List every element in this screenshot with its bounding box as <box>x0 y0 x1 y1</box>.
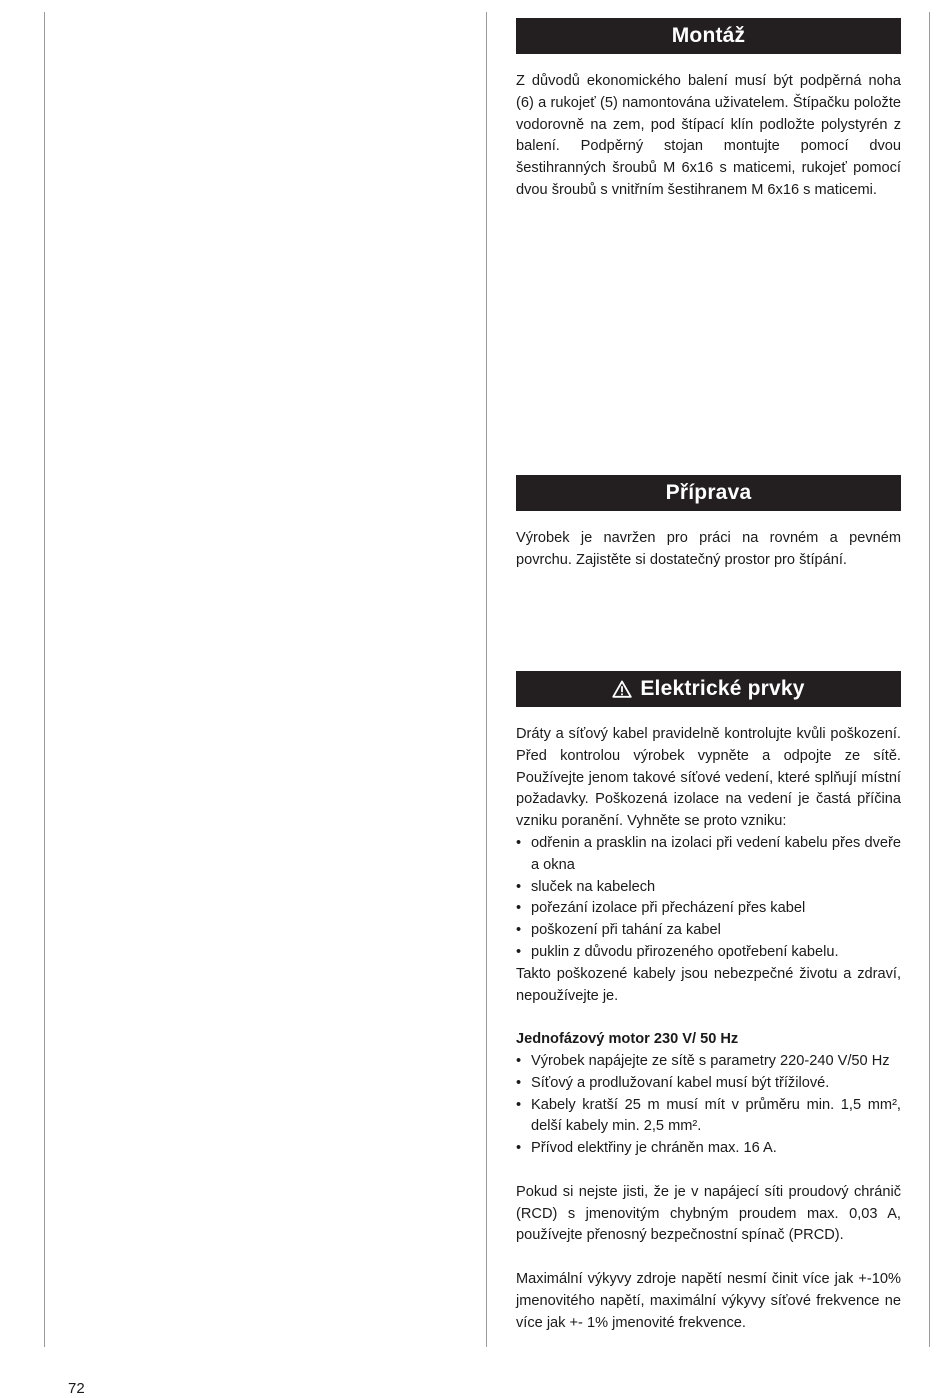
montaz-paragraph: Z důvodů ekonomického balení musí být podpěrná noha (6) a rukojeť (5) namontována uživatelem. Štípačku položte vodorovně na zem, pod štípací klín podložte polystyrén z balení. Podpěrný stojan montujte pomocí dvou šestihranných šroubů M 6x16 s maticemi, rukojeť pomocí dvou šroubů s vnitřním šestihranem M 6x16 s maticemi. <box>516 73 901 198</box>
montaz-body <box>516 71 901 202</box>
list-item: • Síťový a prodlužovaní kabel musí být třížilové. <box>516 1073 901 1095</box>
elektricke-warning: Takto poškozené kabely jsou nebezpečné životu a zdraví, nepoužívejte je. <box>516 965 901 1004</box>
list-item: • odřenin a prasklin na izolaci při vedení kabelu přes dveře a okna <box>516 833 901 877</box>
cable-damage-list <box>516 833 901 964</box>
list-item: • pořezání izolace při přecházení přes kabel <box>516 898 901 920</box>
rcd-paragraph: Pokud si nejste jisti, že je v napájecí síti proudový chránič (RCD) s jmenovitým chybným proudem max. 0,03 A, používejte přenosný bezpečnostní spínač (PRCD). <box>516 1183 901 1244</box>
list-item: • sluček na kabelech <box>516 877 901 899</box>
list-item: • Přívod elektřiny je chráněn max. 16 A. <box>516 1138 901 1160</box>
elektricke-intro: Dráty a síťový kabel pravidelně kontrolujte kvůli poškození. Před kontrolou výrobek vypněte a odpojte ze sítě. Používejte jenom takové síťové vedení, které splňují místní požadavky. Poškozená izolace na vedení je častá příčina vzniku poranění. Vyhněte se proto vzniku: <box>516 726 901 830</box>
priprava-paragraph: Výrobek je navržen pro práci na rovném a pevném povrchu. Zajistěte si dostatečný prostor pro štípání. <box>516 530 901 568</box>
column-divider-rule <box>486 12 487 1347</box>
priprava-body <box>516 528 901 572</box>
elektricke-body <box>516 724 901 1334</box>
elektricke-title: Elektrické prvky <box>640 677 805 700</box>
page-number: 72 <box>68 1380 85 1397</box>
priprava-heading-bar <box>516 475 901 511</box>
elektricke-heading-bar <box>516 671 901 707</box>
motor-heading: Jednofázový motor 230 V/ 50 Hz <box>516 1031 739 1048</box>
montaz-title: Montáž <box>671 24 746 47</box>
list-item: • Kabely kratší 25 m musí mít v průměru min. 1,5 mm², delší kabely min. 2,5 mm². <box>516 1095 901 1139</box>
montaz-heading-bar <box>516 18 901 54</box>
list-item: • poškození při tahání za kabel <box>516 920 901 942</box>
list-item: • Výrobek napájejte ze sítě s parametry 220-240 V/50 Hz <box>516 1051 901 1073</box>
warning-triangle-icon <box>612 680 632 698</box>
voltage-paragraph: Maximální výkyvy zdroje napětí nesmí činit více jak +-10% jmenovitého napětí, maximální výkyvy síťové frekvence ne více jak +- 1% jmenovité frekvence. <box>516 1270 901 1331</box>
right-margin-rule <box>929 12 930 1347</box>
motor-requirements-list <box>516 1051 901 1160</box>
priprava-title: Příprava <box>665 481 752 504</box>
list-item: • puklin z důvodu přirozeného opotřebení kabelu. <box>516 942 901 964</box>
left-margin-rule <box>44 12 45 1347</box>
